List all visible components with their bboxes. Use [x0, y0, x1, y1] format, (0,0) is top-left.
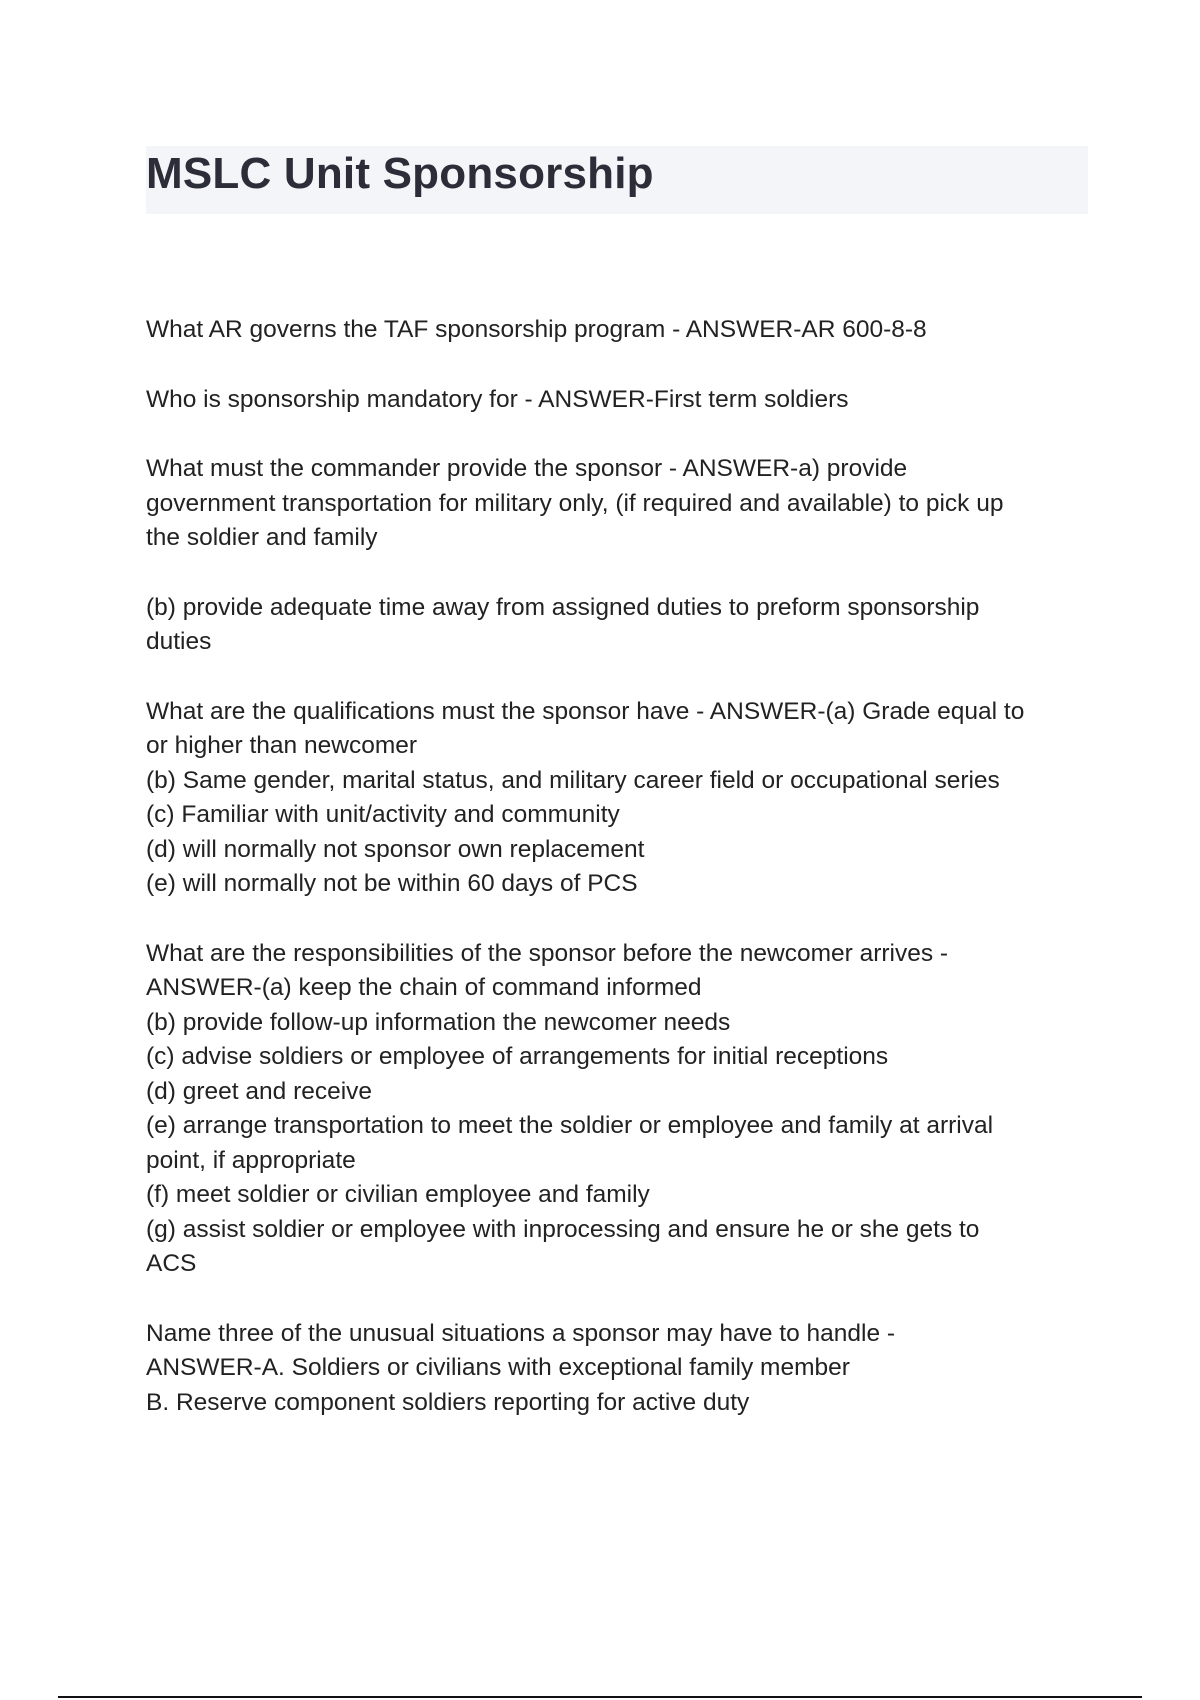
page-title: MSLC Unit Sponsorship: [146, 149, 654, 198]
text-line: government transportation for military only, (if required and available) to pick up: [146, 489, 1004, 517]
text-line: ANSWER-(a) keep the chain of command informed: [146, 974, 702, 1001]
text-line: What AR governs the TAF sponsorship program - ANSWER-AR 600-8-8: [146, 316, 927, 343]
qa-block: [146, 452, 1096, 556]
text-line: B. Reserve component soldiers reporting for active duty: [146, 1388, 750, 1416]
text-line: ANSWER-A. Soldiers or civilians with exceptional family member: [146, 1354, 850, 1381]
text-line: ACS: [146, 1250, 197, 1277]
text-line: point, if appropriate: [146, 1146, 356, 1174]
document-content: [146, 313, 1096, 1455]
text-line: What are the qualifications must the sponsor have - ANSWER-(a) Grade equal to: [146, 697, 1025, 725]
text-line: (b) provide adequate time away from assigned duties to preform sponsorship: [146, 593, 980, 621]
text-line: the soldier and family: [146, 524, 378, 551]
text-line: (b) Same gender, marital status, and military career field or occupational series: [146, 766, 1000, 794]
qa-block: [146, 695, 1096, 902]
text-line: (e) will normally not be within 60 days of PCS: [146, 870, 638, 897]
text-line: (c) Familiar with unit/activity and community: [146, 801, 620, 828]
text-line: Who is sponsorship mandatory for - ANSWER-First term soldiers: [146, 385, 849, 413]
qa-block: [146, 383, 1096, 418]
text-line: (b) provide follow-up information the newcomer needs: [146, 1008, 731, 1036]
text-line: or higher than newcomer: [146, 732, 418, 759]
text-line: duties: [146, 628, 212, 655]
text-line: (g) assist soldier or employee with inprocessing and ensure he or she gets to: [146, 1215, 980, 1243]
qa-block: [146, 1317, 1096, 1421]
bottom-divider: [58, 1696, 1142, 1698]
text-line: (c) advise soldiers or employee of arrangements for initial receptions: [146, 1043, 889, 1070]
text-line: Name three of the unusual situations a sponsor may have to handle -: [146, 1319, 896, 1347]
qa-block: [146, 937, 1096, 1282]
text-line: What are the responsibilities of the sponsor before the newcomer arrives -: [146, 939, 949, 967]
text-line: (e) arrange transportation to meet the soldier or employee and family at arrival: [146, 1112, 994, 1139]
text-line: What must the commander provide the sponsor - ANSWER-a) provide: [146, 455, 908, 482]
qa-block: [146, 591, 1096, 660]
text-line: (f) meet soldier or civilian employee and family: [146, 1181, 650, 1208]
text-line: (d) will normally not sponsor own replacement: [146, 835, 645, 863]
qa-block: [146, 313, 1096, 348]
text-line: (d) greet and receive: [146, 1077, 373, 1105]
